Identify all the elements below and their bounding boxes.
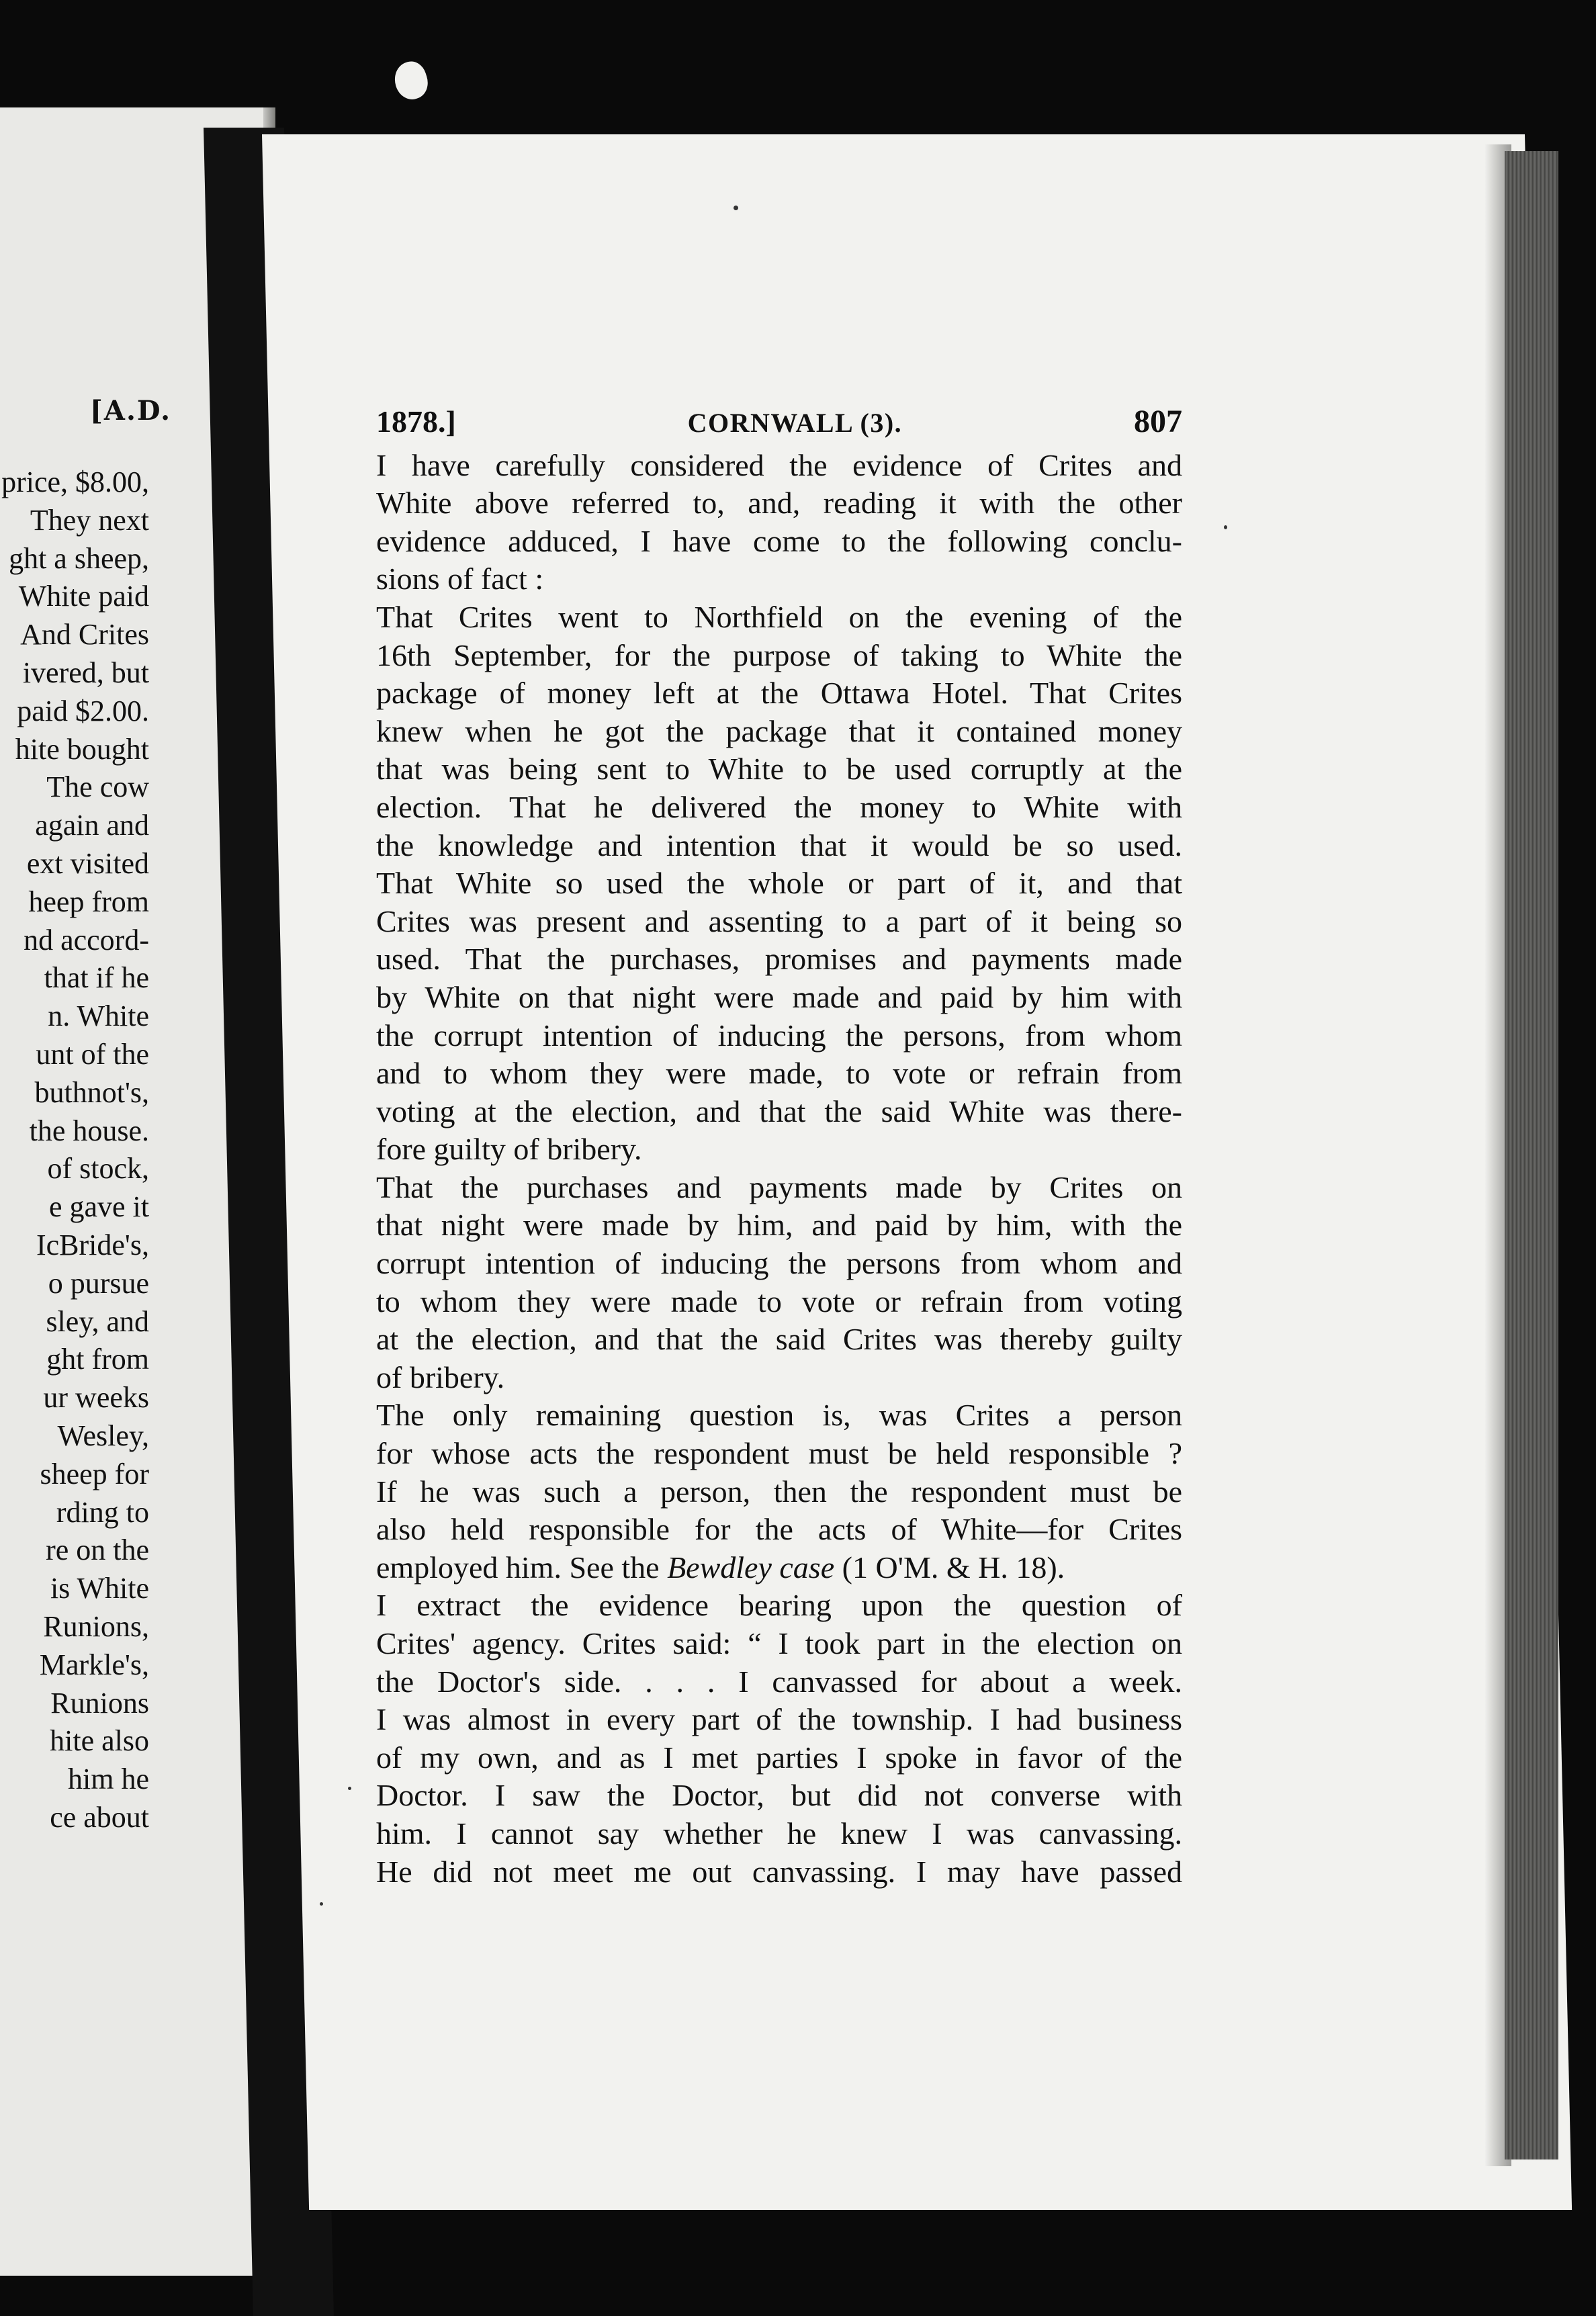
left-text-line: ce about bbox=[50, 1800, 149, 1834]
left-text-line: paid $2.00. bbox=[17, 694, 149, 727]
left-text-line: They next bbox=[30, 503, 149, 537]
text-fragment: employed him. See the bbox=[376, 1550, 668, 1585]
page-number: 807 bbox=[1133, 404, 1182, 439]
text-line: of bribery. bbox=[376, 1360, 505, 1394]
left-text-line: price, $8.00, bbox=[1, 465, 149, 498]
text-line: voting at the election, and that the said White was there- bbox=[376, 1094, 1182, 1128]
text-line: sions of fact : bbox=[376, 562, 544, 596]
text-line bbox=[376, 1549, 1182, 1587]
text-line: That the purchases and payments made by Crites on bbox=[376, 1169, 1182, 1204]
text-line: fore guilty of bribery. bbox=[376, 1132, 642, 1167]
left-text-line: hite also bbox=[50, 1724, 149, 1758]
left-text-line: that if he bbox=[44, 961, 149, 995]
left-text-line: And Crites bbox=[20, 618, 149, 652]
text-line: package of money left at the Ottawa Hotel. That Crites bbox=[376, 676, 1182, 711]
text-line: White above referred to, and, reading it with the other bbox=[376, 486, 1182, 521]
text-line: him. I cannot say whether he knew I was canvassing. bbox=[376, 1816, 1182, 1851]
text-line: I was almost in every part of the township. I had business bbox=[376, 1702, 1182, 1737]
scan-speck bbox=[1224, 525, 1227, 529]
left-text-line: is White bbox=[50, 1572, 149, 1605]
left-text-line: unt of the bbox=[36, 1037, 149, 1071]
left-page-header: [A.D. bbox=[90, 395, 172, 427]
left-text-line: him he bbox=[68, 1763, 149, 1796]
text-line: That Crites went to Northfield on the evening of the bbox=[376, 599, 1182, 634]
left-text-line: Wesley, bbox=[57, 1419, 149, 1452]
text-line: the Doctor's side. . . . I canvassed for about a week. bbox=[376, 1664, 1182, 1699]
text-line: the knowledge and intention that it would be so used. bbox=[376, 828, 1182, 862]
text-line: election. That he delivered the money to White with bbox=[376, 789, 1182, 824]
left-text-line: sheep for bbox=[40, 1457, 149, 1490]
text-line: I have carefully considered the evidence of Crites and bbox=[376, 447, 1182, 482]
left-text-line: n. White bbox=[48, 999, 149, 1033]
scan-speck bbox=[320, 1902, 323, 1906]
left-text-line: Runions bbox=[50, 1686, 149, 1720]
left-text-line: sley, and bbox=[46, 1304, 149, 1338]
left-text-line: hite bought bbox=[15, 732, 149, 766]
text-line: Crites was present and assenting to a part of it being so bbox=[376, 903, 1182, 938]
scan-speck bbox=[734, 206, 738, 210]
left-text-line: White paid bbox=[18, 580, 149, 613]
left-text-line: ur weeks bbox=[43, 1381, 149, 1415]
scan-speck bbox=[348, 1787, 351, 1790]
right-page-content bbox=[376, 403, 1182, 1891]
left-text-line: o pursue bbox=[48, 1266, 149, 1300]
text-line: to whom they were made to vote or refrain from voting bbox=[376, 1284, 1182, 1319]
left-page-text bbox=[1, 463, 149, 1837]
paragraph bbox=[376, 1169, 1182, 1397]
paragraph bbox=[376, 1396, 1182, 1548]
text-line: also held responsible for the acts of White—for Crites bbox=[376, 1512, 1182, 1547]
paragraph bbox=[376, 1587, 1182, 1891]
page-edges bbox=[1505, 151, 1558, 2159]
left-text-line: again and bbox=[35, 809, 149, 842]
text-line: knew when he got the package that it contained money bbox=[376, 713, 1182, 748]
left-text-line: e gave it bbox=[48, 1190, 149, 1224]
text-line: evidence adduced, I have come to the following conclu- bbox=[376, 523, 1182, 558]
text-line: of my own, and as I met parties I spoke in favor of the bbox=[376, 1740, 1182, 1775]
text-line: that night were made by him, and paid by him, with the bbox=[376, 1208, 1182, 1243]
text-line: that was being sent to White to be used corruptly at the bbox=[376, 752, 1182, 787]
text-line: The only remaining question is, was Crites a person bbox=[376, 1398, 1182, 1433]
text-line: the corrupt intention of inducing the persons, from whom bbox=[376, 1018, 1182, 1053]
text-line: That White so used the whole or part of it, and that bbox=[376, 866, 1182, 901]
scan-blot bbox=[390, 58, 433, 103]
text-line: at the election, and that the said Crites was thereby guilty bbox=[376, 1322, 1182, 1357]
left-text-line: nd accord- bbox=[24, 923, 149, 956]
left-text-line: ext visited bbox=[26, 846, 149, 880]
left-text-line: the house. bbox=[29, 1114, 149, 1147]
left-text-line: Markle's, bbox=[39, 1648, 149, 1681]
left-text-line: heep from bbox=[28, 885, 149, 918]
left-text-line: buthnot's, bbox=[34, 1075, 149, 1109]
left-text-line: ivered, but bbox=[22, 656, 149, 689]
text-line: used. That the purchases, promises and payments made bbox=[376, 942, 1182, 977]
header-year: 1878.] bbox=[376, 404, 456, 439]
text-line: He did not meet me out canvassing. I may have passed bbox=[376, 1854, 1182, 1889]
left-text-line: Runions, bbox=[43, 1609, 149, 1643]
text-line: I extract the evidence bearing upon the question of bbox=[376, 1588, 1182, 1623]
text-line: and to whom they were made, to vote or refrain from bbox=[376, 1056, 1182, 1091]
left-text-line: The cow bbox=[46, 770, 149, 804]
paragraph bbox=[376, 598, 1182, 1169]
text-line: 16th September, for the purpose of taking to White the bbox=[376, 637, 1182, 672]
case-citation: Bewdley case bbox=[667, 1550, 835, 1585]
left-text-line: of stock, bbox=[47, 1152, 149, 1186]
left-text-line: ght from bbox=[46, 1343, 149, 1376]
paragraph bbox=[376, 447, 1182, 598]
text-line: corrupt intention of inducing the persons from whom and bbox=[376, 1246, 1182, 1281]
text-fragment: (1 O'M. & H. 18). bbox=[834, 1550, 1065, 1585]
left-text-line: rding to bbox=[56, 1495, 149, 1529]
text-line: Crites' agency. Crites said: “ I took part in the election on bbox=[376, 1626, 1182, 1660]
text-line: If he was such a person, then the respondent must be bbox=[376, 1474, 1182, 1509]
header-title: CORNWALL (3). bbox=[687, 408, 903, 438]
text-line: for whose acts the respondent must be held responsible ? bbox=[376, 1436, 1182, 1471]
left-text-line: IcBride's, bbox=[36, 1228, 149, 1261]
left-text-line: re on the bbox=[46, 1533, 149, 1567]
running-head bbox=[376, 403, 1182, 443]
left-text-line: ght a sheep, bbox=[9, 541, 149, 575]
text-line: by White on that night were made and paid by him with bbox=[376, 979, 1182, 1014]
text-line: Doctor. I saw the Doctor, but did not converse with bbox=[376, 1778, 1182, 1813]
